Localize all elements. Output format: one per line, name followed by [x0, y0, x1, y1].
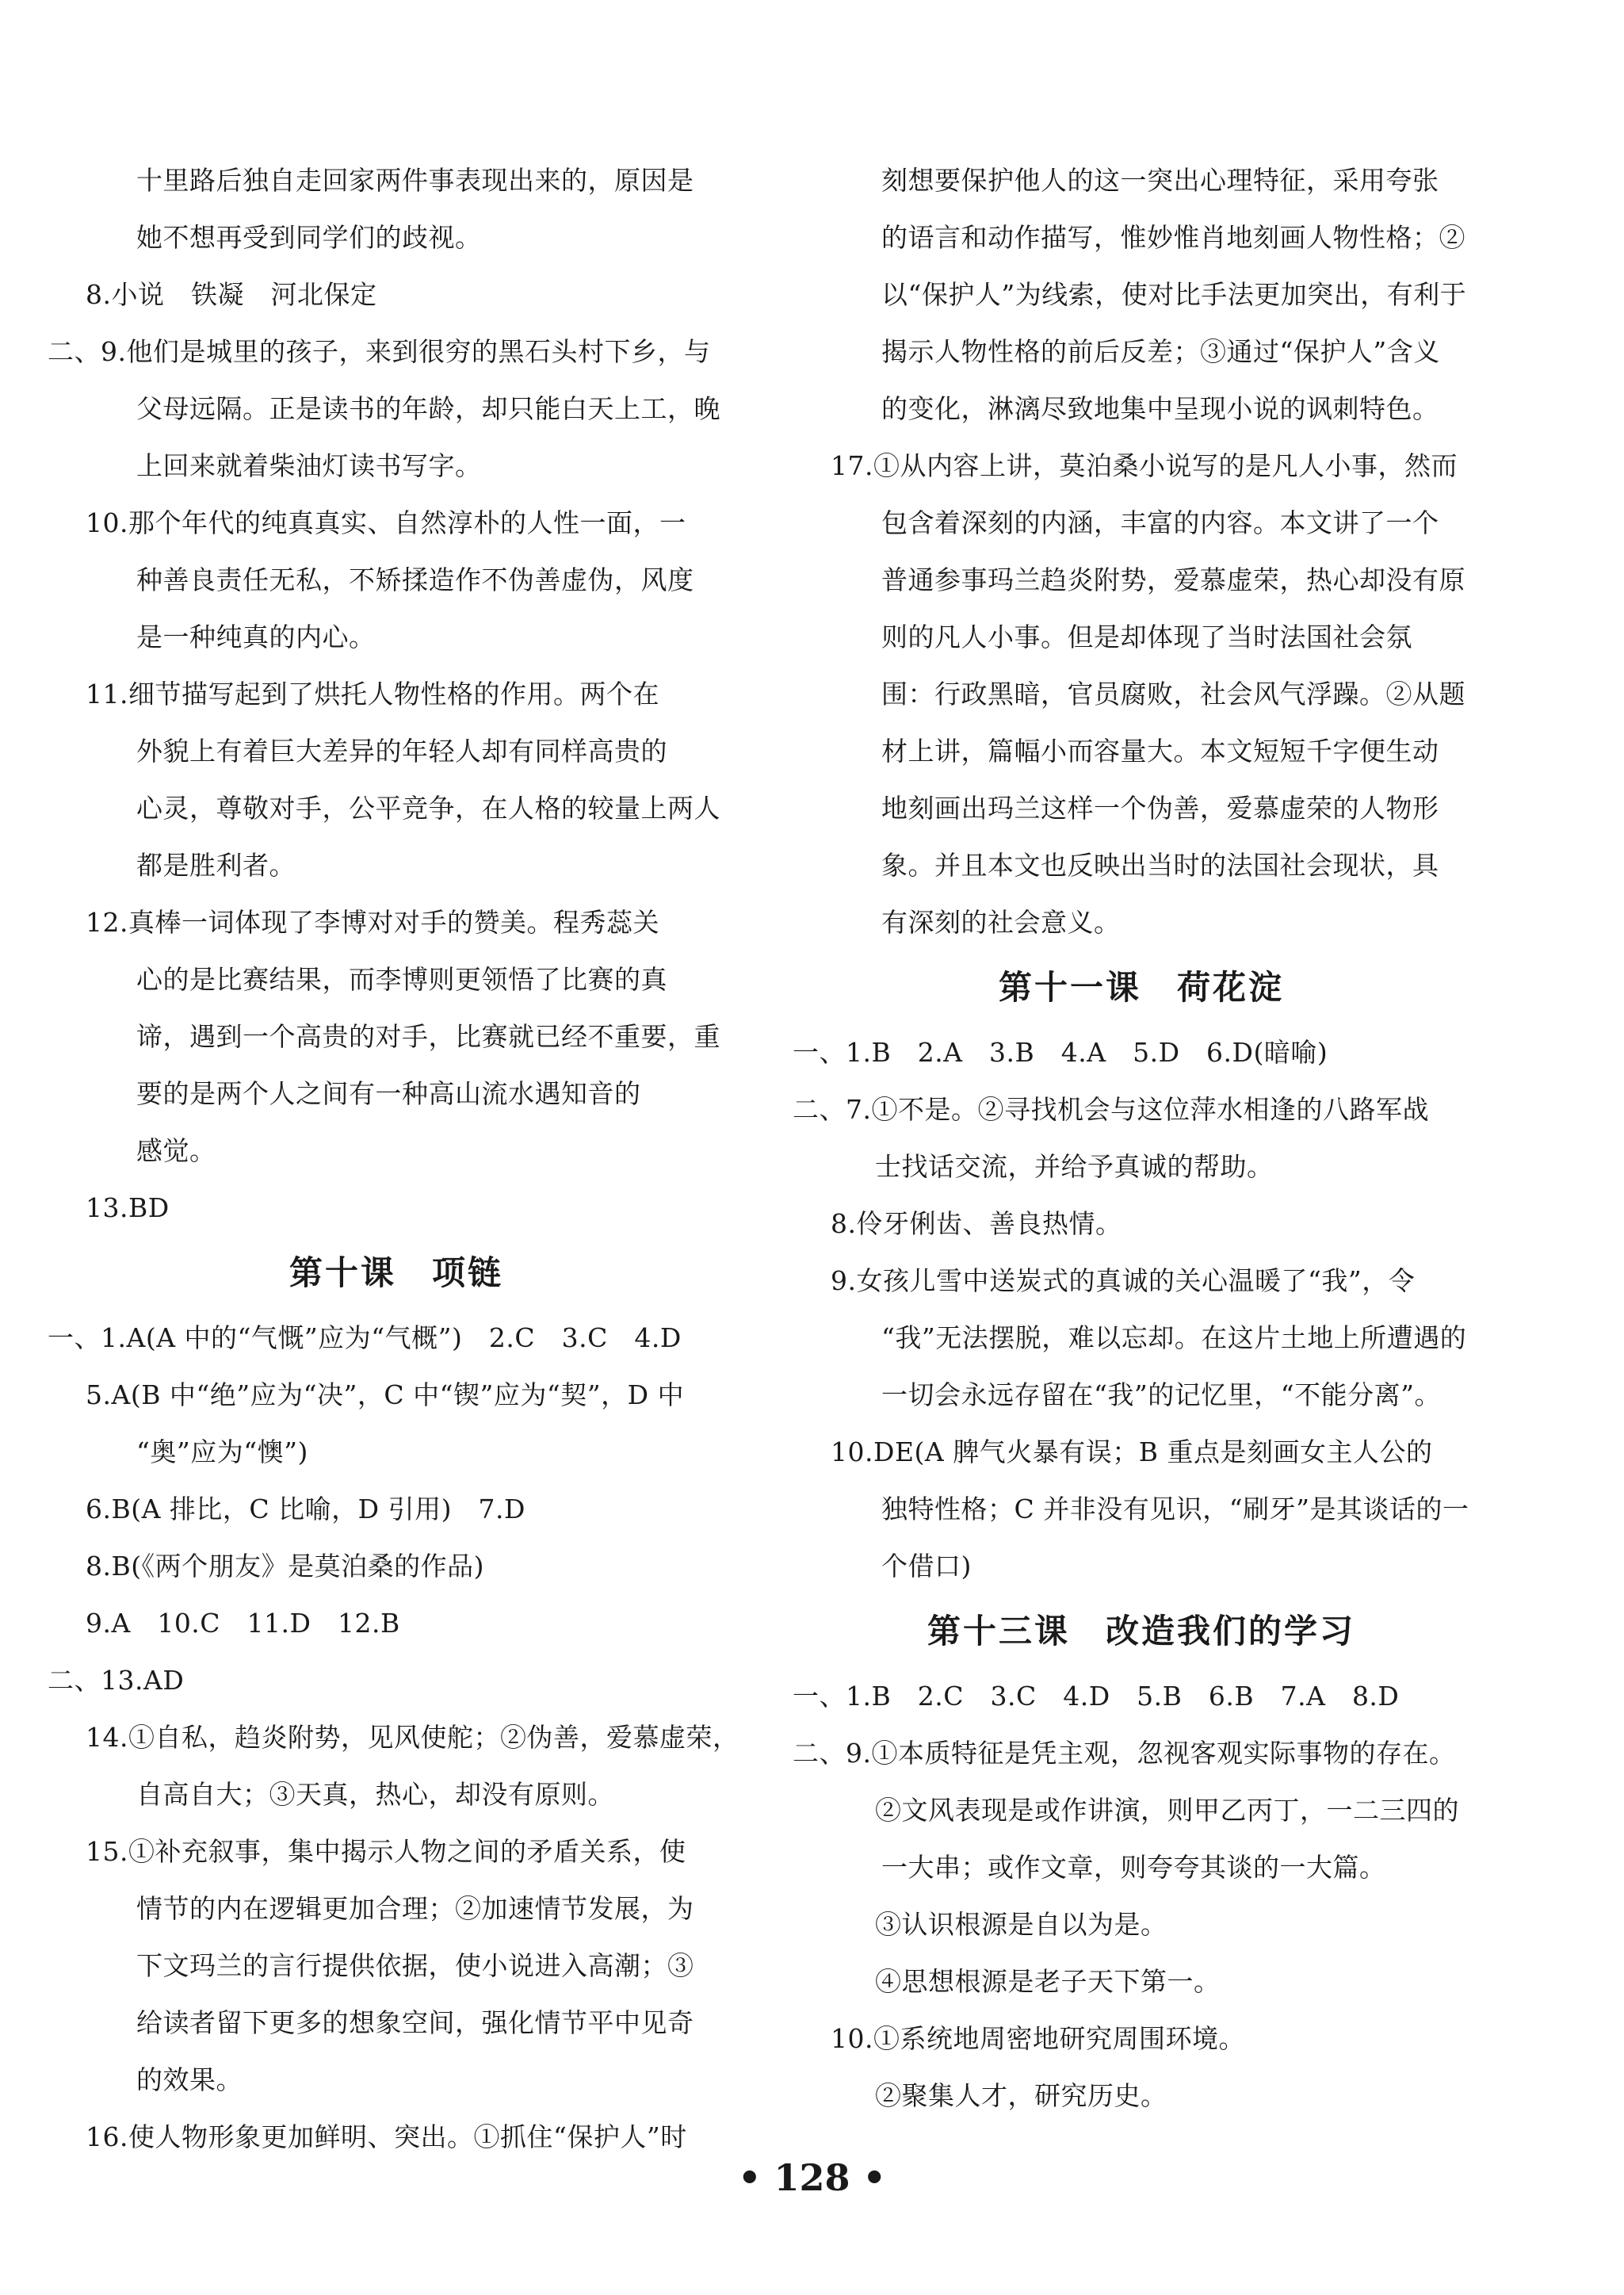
answer-8: 8.伶牙俐齿、善良热情。 — [831, 1208, 1122, 1239]
section-two-answer-13: 二、13.AD — [48, 1665, 185, 1696]
text-line: ②文风表现是或作讲演，则甲乙丙丁，一二三四的 — [875, 1795, 1459, 1826]
text-line: 种善良责任无私，不矫揉造作不伪善虚伪，风度 — [136, 564, 694, 595]
section-two-answer-9: 二、9.他们是城里的孩子，来到很穷的黑石头村下乡，与 — [48, 336, 711, 367]
text-line: 包含着深刻的内涵，丰富的内容。本文讲了一个 — [881, 507, 1439, 538]
answer-12: 12.真棒一词体现了李博对对手的赞美。程秀蕊关 — [86, 907, 659, 938]
text-line: 独特性格；C 并非没有见识，“刷牙”是其谈话的一 — [881, 1494, 1469, 1524]
answer-14: 14.①自私，趋炎附势，见风使舵；②伪善，爱慕虚荣， — [86, 1722, 739, 1753]
answer-10: 10.那个年代的纯真真实、自然淳朴的人性一面，一 — [86, 507, 686, 538]
answer-10: 10.DE(A 脾气火暴有误；B 重点是刻画女主人公的 — [831, 1436, 1433, 1467]
text-line: 上回来就着柴油灯读书写字。 — [136, 450, 482, 481]
text-line: 象。并且本文也反映出当时的法国社会现状，具 — [881, 850, 1439, 881]
text-line: 普通参事玛兰趋炎附势，爱慕虚荣，热心却没有原 — [881, 564, 1465, 595]
text-line: ③认识根源是自以为是。 — [875, 1909, 1167, 1940]
text-line: 材上讲，篇幅小而容量大。本文短短千字便生动 — [881, 736, 1439, 767]
page-number: • 128 • — [738, 2156, 886, 2199]
text-line: 外貌上有着巨大差异的年轻人却有同样高贵的 — [136, 736, 667, 767]
text-line: 要的是两个人之间有一种高山流水遇知音的 — [136, 1078, 641, 1109]
text-line: 父母远隔。正是读书的年龄，却只能白天上工，晚 — [136, 393, 720, 424]
text-line: 地刻画出玛兰这样一个伪善，爱慕虚荣的人物形 — [881, 793, 1439, 824]
text-line: 下文玛兰的言行提供依据，使小说进入高潮；③ — [136, 1950, 694, 1981]
answer-5: 5.A(B 中“绝”应为“决”，C 中“锲”应为“契”，D 中 — [86, 1379, 685, 1410]
text-line: 个借口) — [881, 1551, 972, 1582]
text-line: “我”无法摆脱，难以忘却。在这片土地上所遭遇的 — [881, 1322, 1467, 1353]
section-two-answer-7: 二、7.①不是。②寻找机会与这位萍水相逢的八路军战 — [793, 1094, 1429, 1125]
text-line: 的语言和动作描写，惟妙惟肖地刻画人物性格；② — [881, 222, 1465, 253]
section-one-answers: 一、1.B 2.C 3.C 4.D 5.B 6.B 7.A 8.D — [793, 1681, 1400, 1712]
text-line: 她不想再受到同学们的歧视。 — [136, 222, 482, 253]
answer-8: 8.B(《两个朋友》是莫泊桑的作品) — [86, 1551, 484, 1582]
text-line: 刻想要保护他人的这一突出心理特征，采用夸张 — [881, 165, 1439, 196]
answer-6-7: 6.B(A 排比，C 比喻，D 引用) 7.D — [86, 1494, 525, 1524]
section-one-answers: 一、1.A(A 中的“气慨”应为“气概”) 2.C 3.C 4.D — [48, 1322, 682, 1353]
answer-11: 11.细节描写起到了烘托人物性格的作用。两个在 — [86, 679, 659, 710]
text-line: ④思想根源是老子天下第一。 — [875, 1966, 1221, 1997]
text-line: 以“保护人”为线索，使对比手法更加突出，有利于 — [881, 279, 1467, 310]
text-line: “奥”应为“懊”) — [136, 1436, 308, 1467]
answer-15: 15.①补充叙事，集中揭示人物之间的矛盾关系，使 — [86, 1836, 686, 1867]
text-line: 心灵，尊敬对手，公平竞争，在人格的较量上两人 — [136, 793, 720, 824]
text-line: 一切会永远存留在“我”的记忆里，“不能分离”。 — [881, 1379, 1441, 1410]
text-line: 一大串；或作文章，则夸夸其谈的一大篇。 — [881, 1852, 1386, 1883]
text-line: 有深刻的社会意义。 — [881, 907, 1121, 938]
text-line: ②聚集人才，研究历史。 — [875, 2080, 1167, 2111]
text-line: 十里路后独自走回家两件事表现出来的，原因是 — [136, 165, 694, 196]
lesson-heading-10: 第十课 项链 — [288, 1253, 503, 1292]
lesson-heading-13: 第十三课 改造我们的学习 — [927, 1612, 1355, 1650]
section-one-answers: 一、1.B 2.A 3.B 4.A 5.D 6.D(暗喻) — [793, 1037, 1328, 1068]
text-line: 士找话交流，并给予真诚的帮助。 — [875, 1151, 1274, 1182]
answer-9-12: 9.A 10.C 11.D 12.B — [86, 1608, 400, 1639]
text-line: 的变化，淋漓尽致地集中呈现小说的讽刺特色。 — [881, 393, 1439, 424]
text-line: 都是胜利者。 — [136, 850, 296, 881]
text-line: 围：行政黑暗，官员腐败，社会风气浮躁。②从题 — [881, 679, 1465, 710]
text-line: 揭示人物性格的前后反差；③通过“保护人”含义 — [881, 336, 1440, 367]
lesson-heading-11: 第十一课 荷花淀 — [998, 968, 1284, 1007]
text-line: 自高自大；③天真，热心，却没有原则。 — [136, 1779, 614, 1810]
text-line: 情节的内在逻辑更加合理；②加速情节发展，为 — [136, 1893, 694, 1924]
answer-17: 17.①从内容上讲，莫泊桑小说写的是凡人小事，然而 — [831, 450, 1458, 481]
text-line: 则的凡人小事。但是却体现了当时法国社会氛 — [881, 622, 1412, 652]
text-line: 的效果。 — [136, 2064, 243, 2095]
answer-9: 9.女孩儿雪中送炭式的真诚的关心温暖了“我”，令 — [831, 1265, 1416, 1296]
text-line: 是一种纯真的内心。 — [136, 622, 376, 652]
text-line: 心的是比赛结果，而李博则更领悟了比赛的真 — [136, 964, 667, 995]
text-line: 谛，遇到一个高贵的对手，比赛就已经不重要，重 — [136, 1021, 720, 1052]
right-column — [793, 152, 1490, 2125]
text-line: 感觉。 — [136, 1135, 216, 1166]
section-two-answer-9: 二、9.①本质特征是凭主观，忽视客观实际事物的存在。 — [793, 1738, 1456, 1769]
answer-8: 8.小说 铁凝 河北保定 — [86, 279, 377, 310]
left-column — [48, 152, 745, 2166]
answer-13: 13.BD — [86, 1192, 170, 1223]
text-line: 给读者留下更多的想象空间，强化情节平中见奇 — [136, 2007, 694, 2038]
answer-16: 16.使人物形象更加鲜明、突出。①抓住“保护人”时 — [86, 2121, 687, 2152]
answer-10: 10.①系统地周密地研究周围环境。 — [831, 2023, 1245, 2054]
